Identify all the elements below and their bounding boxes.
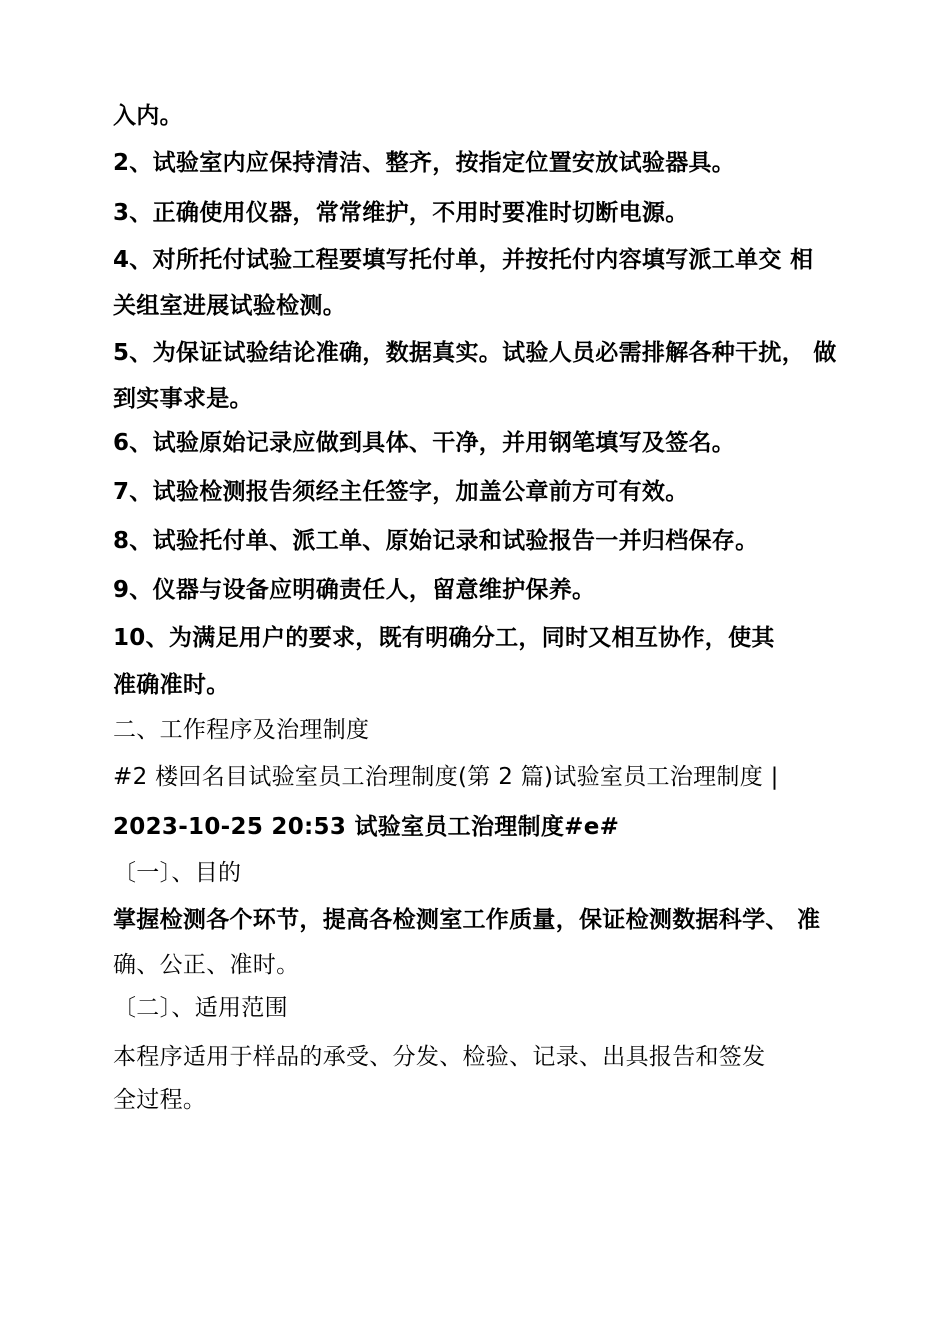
text-line: 关组室进展试验检测。 [113,293,346,319]
text-line: 全过程。 [113,1087,207,1113]
text-line: 8、试验托付单、派工单、原始记录和试验报告一并归档保存。 [113,528,759,554]
text-line: 2、试验室内应保持清洁、整齐，按指定位置安放试验器具。 [113,150,736,176]
text-line: 10、为满足用户的要求，既有明确分工，同时又相互协作，使其 [113,625,775,651]
timestamp-line: 2023-10-25 20:53 试验室员工治理制度#e# [113,814,620,840]
text-line: 掌握检测各个环节，提高各检测室工作质量，保证检测数据科学、 准 [113,907,821,933]
text-line: 6、试验原始记录应做到具体、干净，并用钢笔填写及签名。 [113,430,736,456]
text-line: 准确准时。 [113,672,230,698]
text-line: 5、为保证试验结论准确，数据真实。试验人员必需排解各种干扰， 做 [113,340,837,366]
text-line: 确、公正、准时。 [113,952,300,978]
text-line: 7、试验检测报告须经主任签字，加盖公章前方可有效。 [113,479,689,505]
text-line: 本程序适用于样品的承受、分发、检验、记录、出具报告和签发 [113,1044,766,1070]
text-line: 9、仪器与设备应明确责任人，留意维护保养。 [113,577,596,603]
text-line: 入内。 [113,103,183,129]
section-heading: 二、工作程序及治理制度 [113,717,370,743]
subsection-heading: 〔二〕、适用范围 [113,995,288,1021]
text-line: #2 楼回名目试验室员工治理制度(第 2 篇)试验室员工治理制度 | [113,764,779,790]
subsection-heading: 〔一〕、目的 [113,860,242,886]
text-line: 4、对所托付试验工程要填写托付单，并按托付内容填写派工单交 相 [113,247,814,273]
text-line: 到实事求是。 [113,386,253,412]
text-line: 3、正确使用仪器，常常维护，不用时要准时切断电源。 [113,200,689,226]
